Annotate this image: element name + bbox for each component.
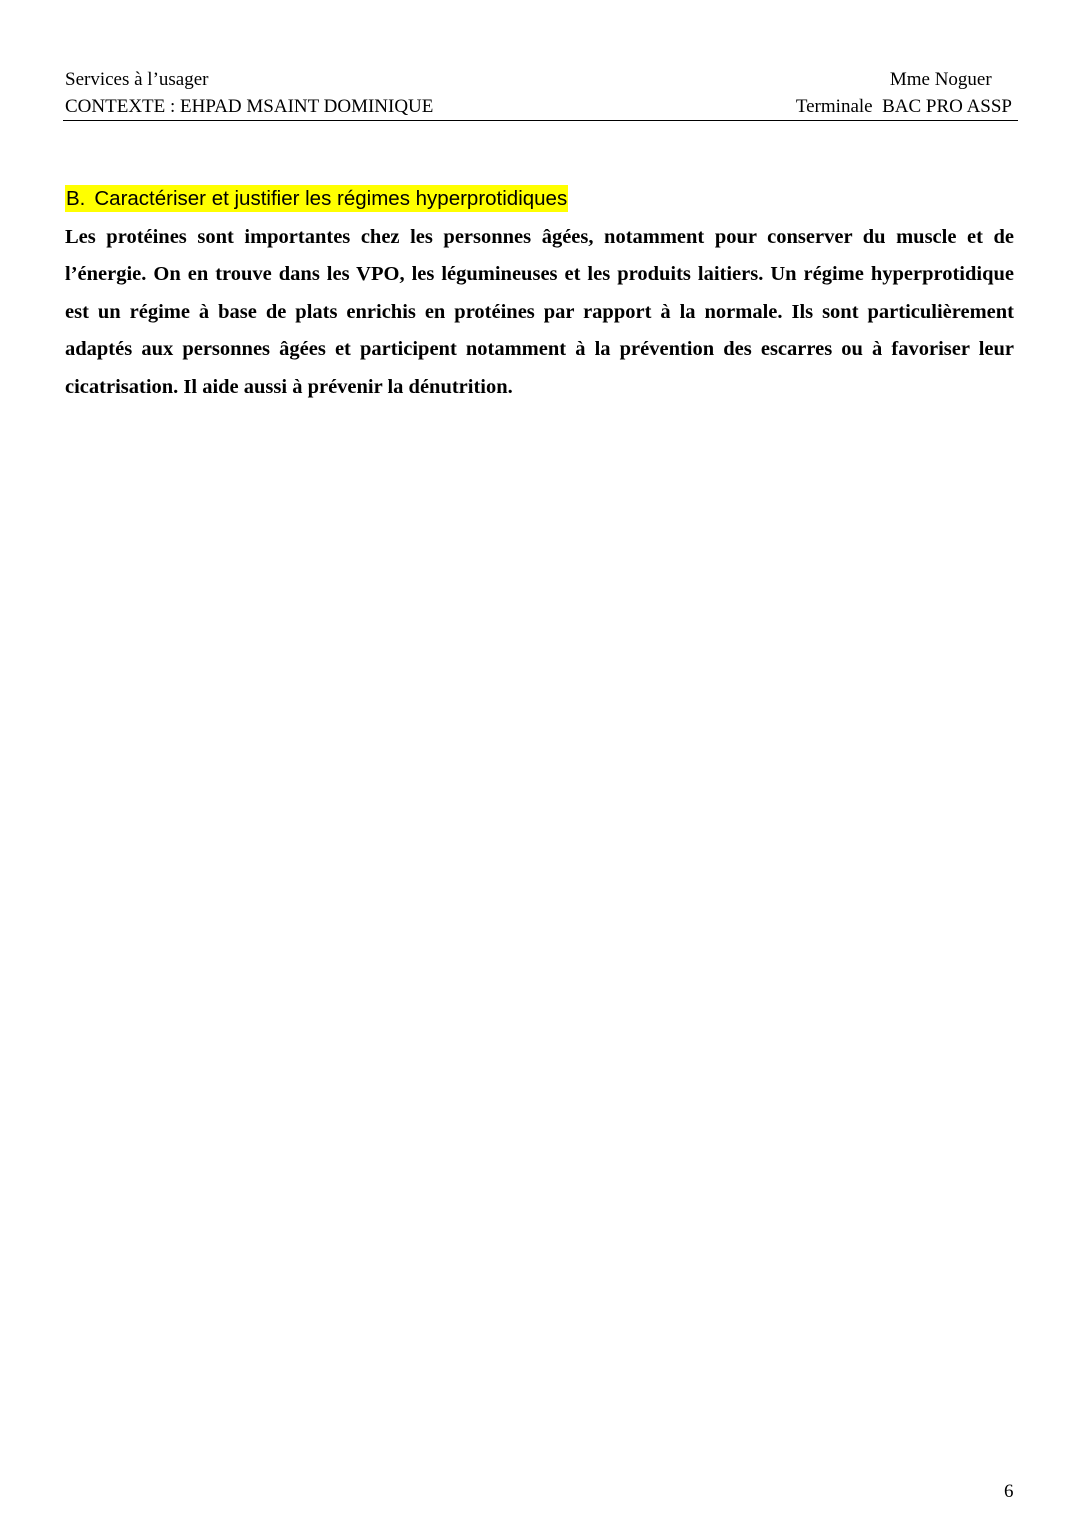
section-letter: B. [66,187,86,210]
header-teacher: Mme Noguer [889,69,992,90]
page-number: 6 [1004,1481,1014,1502]
section-title: Caractériser et justifier les régimes hyperprotidiques [94,187,568,210]
header-subject: Services à l’usager [65,69,209,90]
section-body-paragraph: Les protéines sont importantes chez les personnes âgées, notamment pour conserver du muscle et de l’énergie. On en trouve dans les VPO, les légumineuses et les produits laitiers. Un régime hyperprotidique est un régime à base de plats enrichis en protéines par rapport à la normale. Ils sont particulièrement adaptés aux personnes âgées et participent notamment à la prévention des escarres ou à favoriser leur cicatrisation. Il aide aussi à prévenir la dénutrition. [65,226,1014,398]
section-heading [65,185,568,212]
header-class: Terminale BAC PRO ASSP [795,96,1012,117]
header-context: CONTEXTE : EHPAD MSAINT DOMINIQUE [65,96,434,117]
header-right [796,66,1012,120]
page-header [63,66,1018,121]
header-left [65,66,433,120]
